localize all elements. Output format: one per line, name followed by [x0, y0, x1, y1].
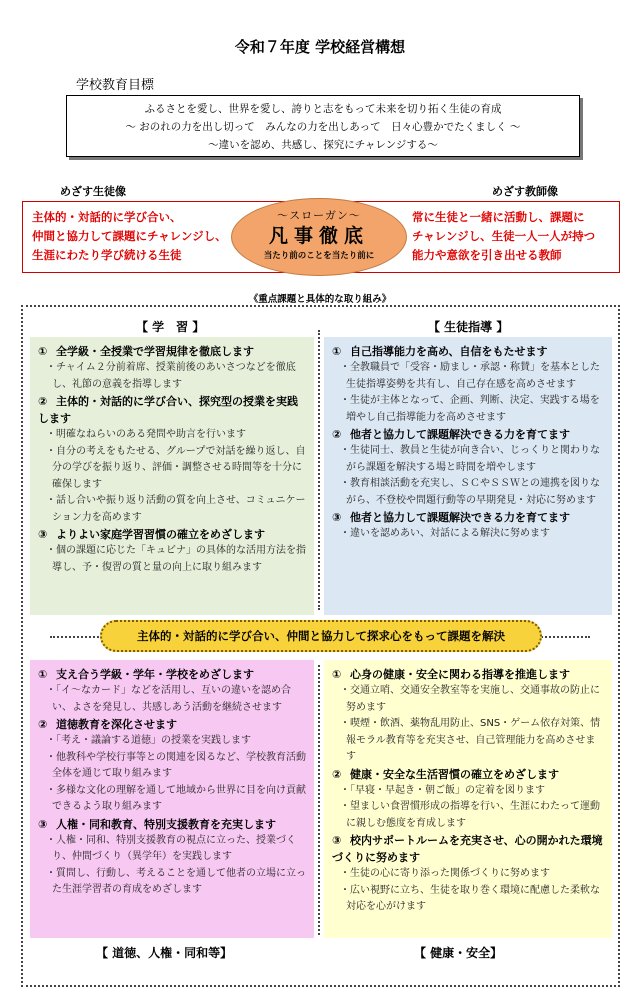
panel-guidance [324, 337, 612, 615]
teacher-image-text [412, 208, 595, 265]
bullet: ・人権・同和、特別支援教育の視点に立った、授業づくり、仲間づくり（異学年）を実践します [46, 834, 296, 862]
item-head: ① 自己指導能力を高め、自信をもたせます [332, 345, 548, 358]
bullet: ・明確なねらいのある発問や助言を行います [46, 429, 246, 440]
item-head: ② 他者と協力して課題解決できる力を育てます [332, 428, 570, 441]
bullet: ・個の課題に応じた「キュビナ」の具体的な活用方法を指導し、予・復習の質と量の向上に取り組みます [46, 545, 306, 573]
panel-learning [30, 337, 314, 615]
bullet: ・交通立哨、交通安全教室等を実施し、交通事故の防止に努めます [340, 685, 600, 713]
slogan-ellipse [231, 198, 407, 276]
student-image-text [32, 208, 227, 265]
teacher-image-line: 能力や意欲を引き出せる教師 [412, 248, 562, 262]
item-head: ① 心身の健康・安全に関わる指導を推進します [332, 668, 570, 681]
teacher-image-heading: めざす教師像 [492, 185, 558, 198]
label-moral: 【 道徳、人権・同和等】 [92, 944, 236, 961]
student-image-line: 主体的・対話的に学び合い、 [32, 210, 182, 224]
teacher-image-line: 常に生徒と一緒に活動し、課題に [412, 210, 585, 224]
bullet: ・質問し、行動し、考えることを通して他者の立場に立った生涯学習者の育成をめざします [46, 867, 306, 895]
bullet: ・多様な文化の理解を通して地域から世界に目を向け貢献できるよう取り組みます [46, 784, 306, 812]
bullet: ・「考え・議論する道徳」の授業を実践します [46, 735, 251, 746]
student-image-line: 仲間と協力して課題にチャレンジし、 [32, 229, 227, 243]
bullet: ・生徒同士、教員と生徒が向き合い、じっくりと関わりながら課題を解決する場と時間を増やします [340, 445, 600, 473]
goal-box [66, 95, 580, 157]
slogan-label: ～スローガン～ [277, 209, 361, 222]
item-head: ① 全学級・全授業で学習規律を徹底します [38, 345, 254, 358]
bullet: ・喫煙・飲酒、薬物乱用防止、SNS・ゲーム依存対策、情報モラル教育等を充実させ、自己管理能力を高めさせます [340, 718, 601, 762]
bullet: ・「早寝・早起き・朝ご飯」の定着を図ります [340, 784, 545, 796]
item-head: ③ よりよい家庭学習習慣の確立をめざします [38, 528, 265, 541]
bullet: ・広い視野に立ち、生徒を取り巻く環境に配慮した柔軟な対応を心がけます [340, 884, 600, 912]
item-head: ② 主体的・対話的に学び合い、探究型の授業を実践します [38, 395, 298, 425]
central-banner: 主体的・対話的に学び合い、仲間と協力して探求心をもって課題を解決 [100, 620, 542, 652]
item-head: ② 道徳教育を深化させます [38, 718, 177, 731]
vertical-divider-bottom [318, 665, 320, 935]
goal-line: ～ おのれの力を出し切って みんなの力を出しあって 日々心豊かでたくましく ～ [125, 121, 521, 133]
bullet: ・チャイム２分前着席、授業前後のあいさつなどを徹底し、礼節の意義を指導します [46, 362, 296, 390]
panel-moral [30, 660, 314, 938]
vertical-divider-top [318, 330, 320, 610]
item-head: ③ 校内サポートルームを充実させ、心の開かれた環境づくりに努めます [332, 834, 603, 864]
slogan-sub: 当たり前のことを当たり前に [263, 251, 375, 261]
bullet: ・「イ～なカード」などを活用し、互いの違いを認め合い、よさを発見し、共感しあう活動を継続させます [46, 685, 291, 713]
goal-heading: 学校教育目標 [76, 78, 155, 93]
label-learning: 【 学 習 】 [132, 318, 208, 335]
label-guidance: 【 生徒指導 】 [424, 318, 512, 335]
bullet: ・自分の考えをもたせる、グループで対話を繰り返し、自分の学びを振り返り、評価・調整させる時間等を十分に確保します [46, 445, 306, 490]
bullet: ・他教科や学校行事等との関連を図るなど、学校教育活動全体を通じて取り組みます [46, 751, 306, 779]
page-title: 令和７年度 学校経営構想 [234, 38, 406, 56]
bullet: ・望ましい食習慣形成の指導を行い、生涯にわたって運動に親しむ態度を育成します [340, 801, 600, 829]
goal-line: ～違いを認め、共感し、探究にチャレンジする～ [208, 139, 438, 151]
label-health: 【 健康・安全】 [410, 944, 506, 961]
bullet: ・全教職員で「受容・励まし・承認・称賛」を基本とした生徒指導姿勢を共有し、自己存在感を高めさせます [340, 362, 600, 390]
section-caption: 《重点課題と具体的な取り組み》 [248, 294, 392, 305]
item-head: ③ 他者と協力して課題解決できる力を育てます [332, 511, 570, 524]
student-image-line: 生涯にわたり学び続ける生徒 [32, 248, 182, 262]
teacher-image-line: チャレンジし、生徒一人一人が持つ [412, 229, 596, 243]
bullet: ・生徒が主体となって、企画、判断、決定、実践する場を増やし自己指導能力を高めさせます [340, 395, 600, 423]
panel-health [324, 660, 612, 938]
slogan-main: 凡事徹底 [268, 225, 369, 247]
goal-line: ふるさとを愛し、世界を愛し、誇りと志をもって未来を切り拓く生徒の育成 [144, 103, 502, 115]
item-head: ③ 人権・同和教育、特別支援教育を充実します [38, 817, 276, 831]
bullet: ・違いを認めあい、対話による解決に努めます [340, 528, 550, 539]
student-image-heading: めざす生徒像 [60, 185, 126, 198]
item-head: ① 支え合う学級・学年・学校をめざします [38, 668, 254, 681]
bullet: ・教育相談活動を充実し、ＳＣやＳＳＷとの連携を図りながら、不登校や問題行動等の早期発見・対応に努めます [340, 478, 600, 506]
item-head: ② 健康・安全な生活習慣の確立をめざします [332, 767, 559, 781]
bullet: ・生徒の心に寄り添った関係づくりに努めます [340, 868, 550, 879]
bullet: ・話し合いや振り返り活動の質を向上させ、コミュニケーション力を高めます [46, 495, 306, 523]
